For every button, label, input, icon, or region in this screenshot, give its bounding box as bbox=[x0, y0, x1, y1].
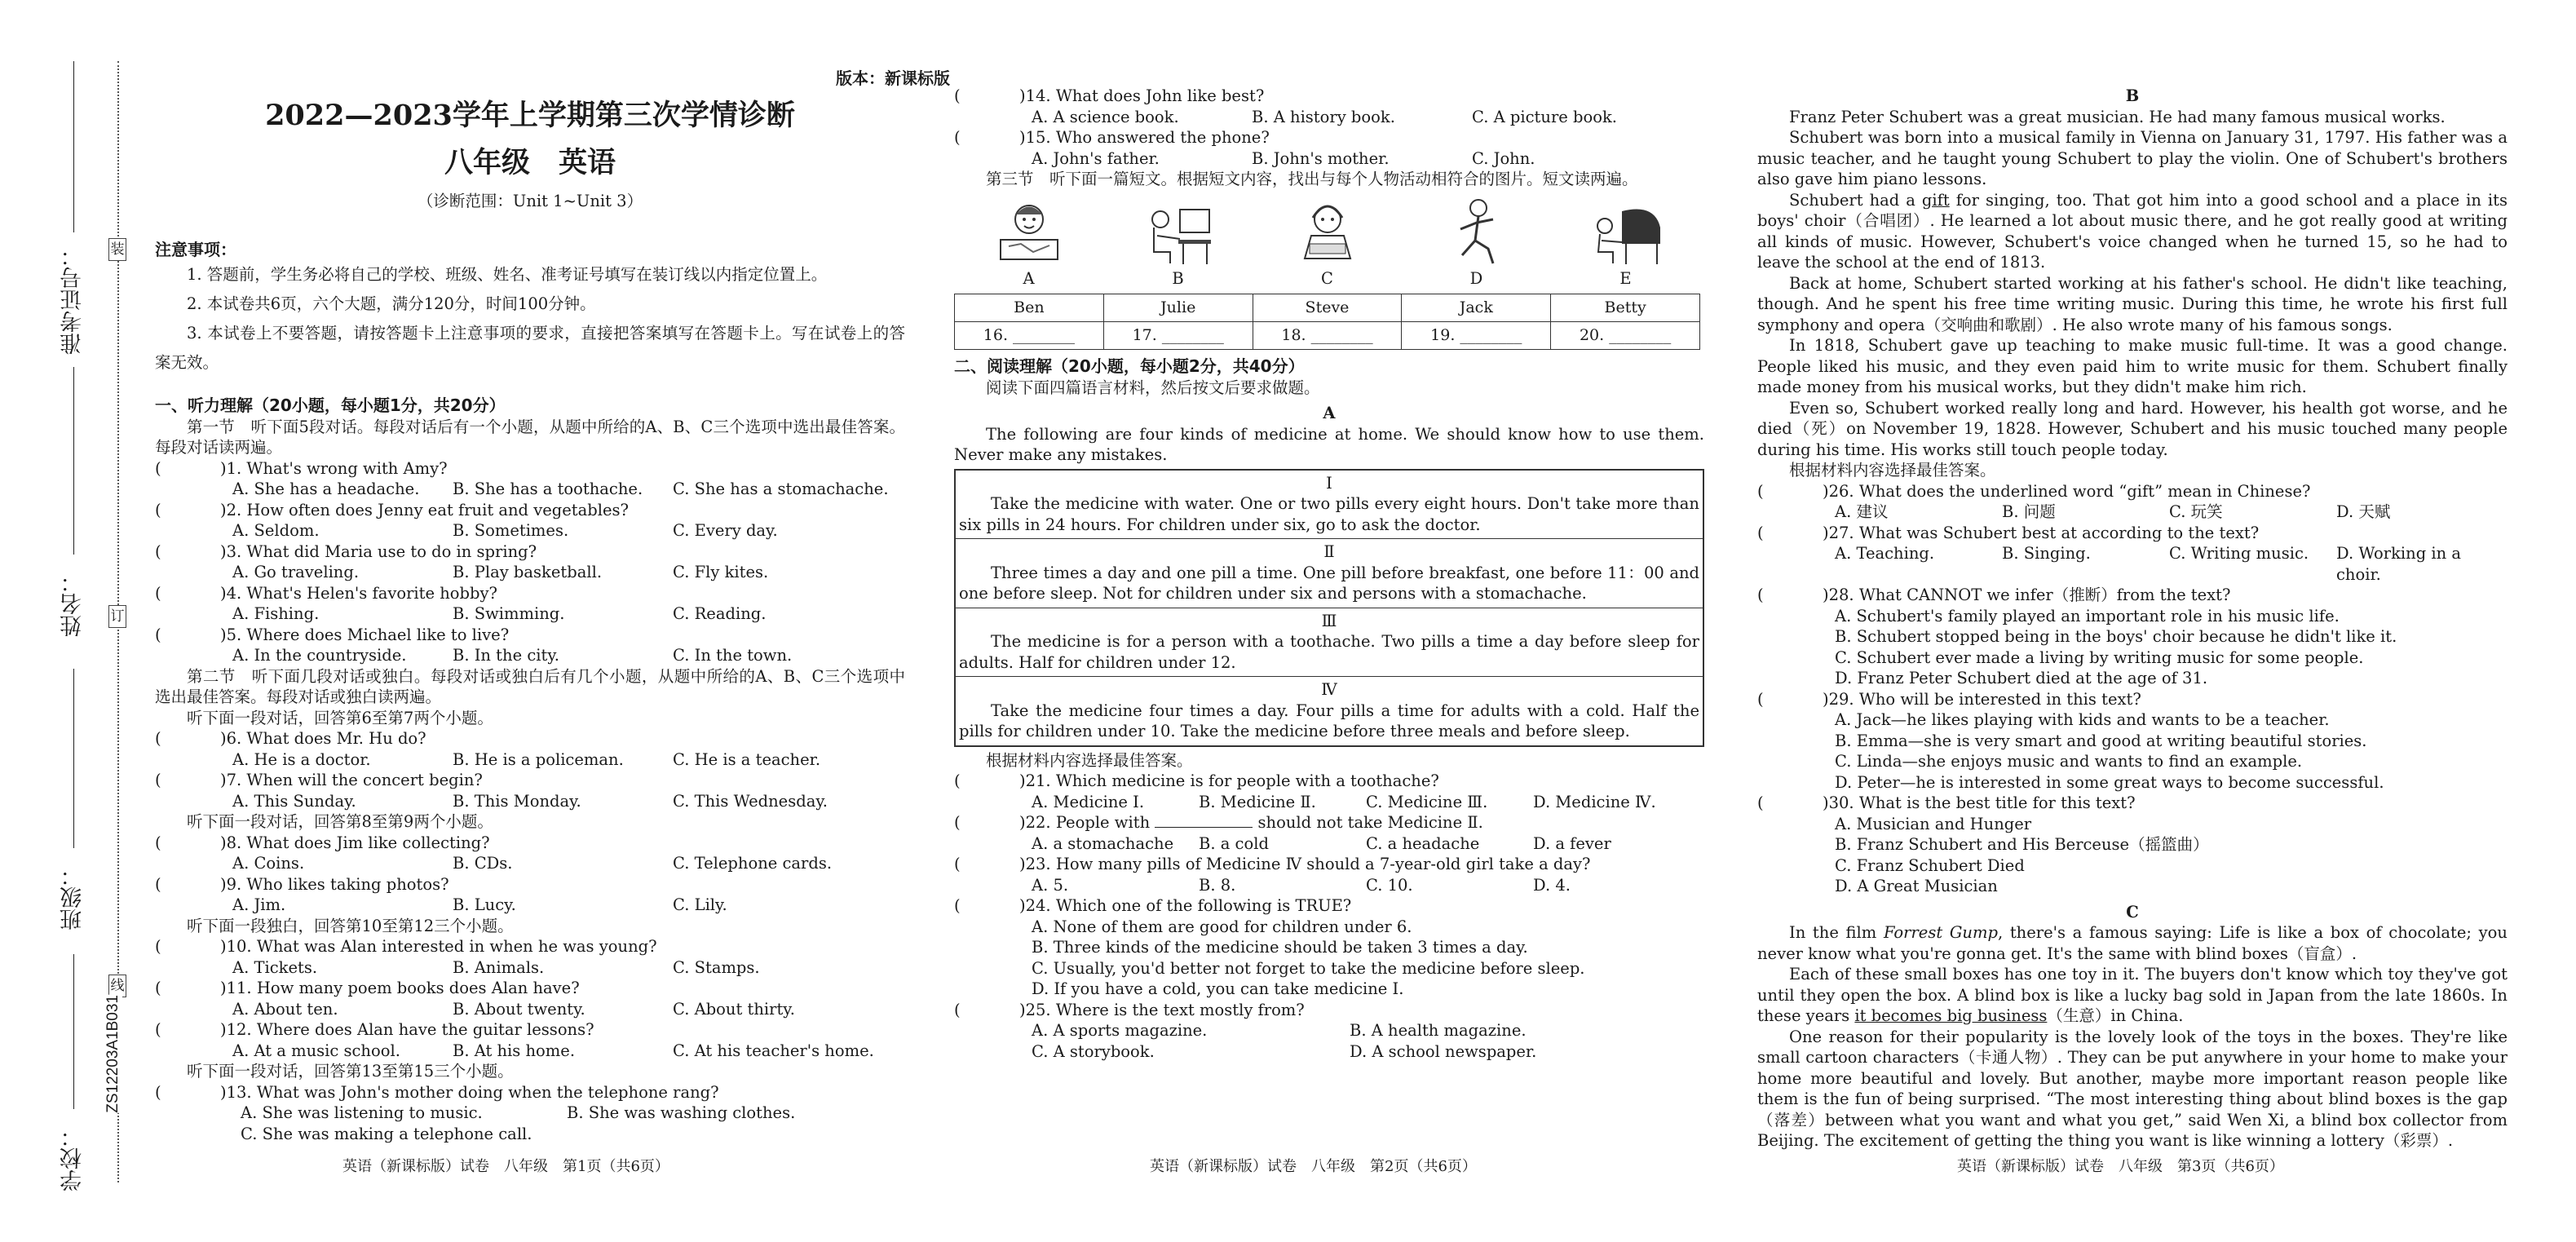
person-name: Steve bbox=[1253, 294, 1402, 322]
question-9: ( )9. Who likes taking photos? A. Jim. B. Lucy. C. Lily. bbox=[155, 874, 905, 916]
picture-d bbox=[1428, 195, 1526, 290]
question-text: )21. Which medicine is for people with a toothache? bbox=[1019, 771, 1439, 790]
option[interactable]: A. Schubert's family played an important role in his music life. bbox=[1835, 606, 2340, 625]
picture-a bbox=[980, 195, 1078, 290]
option[interactable]: D. A school newspaper. bbox=[1350, 1041, 1537, 1061]
name-label: 姓名： bbox=[60, 571, 86, 637]
option[interactable]: B. Play basketball. bbox=[453, 563, 603, 581]
question-6: ( )6. What does Mr. Hu do? A. He is a doctor. B. He is a policeman. C. He is a teacher. bbox=[155, 728, 905, 770]
question-4: ( )4. What's Helen's favorite hobby? A. Fishing. B. Swimming. C. Reading. bbox=[155, 583, 905, 625]
option[interactable]: B. Medicine Ⅱ. bbox=[1199, 792, 1316, 811]
option[interactable]: B. A health magazine. bbox=[1350, 1021, 1527, 1040]
question-text: )10. What was Alan interested in when he was young? bbox=[220, 937, 657, 956]
option[interactable]: A. Coins. bbox=[232, 854, 305, 873]
picture-label: B bbox=[1172, 268, 1184, 288]
question-1: ( )1. What's wrong with Amy? A. She has a headache. B. She has a toothache. C. She has a stomachache. bbox=[155, 458, 905, 500]
picture-c bbox=[1279, 195, 1376, 290]
part1-title: 一、听力理解（20小题，每小题1分，共20分） bbox=[155, 396, 506, 415]
choose-best-a: 根据材料内容选择最佳答案。 bbox=[986, 750, 1193, 770]
question-2: ( )2. How often does Jenny eat fruit and vegetables? A. Seldom. B. Sometimes. C. Every day. bbox=[155, 500, 905, 541]
option[interactable]: C. Fly kites. bbox=[673, 563, 769, 581]
picture-label: D bbox=[1469, 268, 1483, 288]
option[interactable]: A. Go traveling. bbox=[232, 563, 360, 581]
question-5: ( )5. Where does Michael like to live? A. In the countryside. B. In the city. C. In the town. bbox=[155, 625, 905, 666]
question-text: )29. Who will be interested in this text? bbox=[1823, 689, 2141, 709]
option[interactable]: B. Three kinds of the medicine should be taken 3 times a day. bbox=[1032, 938, 1528, 957]
page-1 bbox=[155, 96, 905, 1144]
option[interactable]: B. CDs. bbox=[453, 854, 513, 873]
question-text: )27. What was Schubert best at according to the text? bbox=[1823, 523, 2260, 542]
option[interactable]: B. At his home. bbox=[453, 1041, 576, 1060]
option[interactable]: C. 10. bbox=[1366, 875, 1413, 895]
option[interactable]: D. 天赋 bbox=[2336, 502, 2391, 521]
exam-title: 2022—2023学年上学期第三次学情诊断 bbox=[265, 99, 795, 132]
option[interactable]: B. This Monday. bbox=[453, 791, 581, 811]
question-23: ( )23. How many pills of Medicine Ⅳ should a 7-year-old girl take a day? A. 5. B. 8. C. 10. D. 4. bbox=[954, 854, 1704, 895]
medicine-table bbox=[954, 469, 1704, 747]
medicine-4 bbox=[956, 676, 1703, 745]
question-28: ( )28. What CANNOT we infer（推断）from the text? A. Schubert's family played an important role in his music life. B. Schubert stopped being in the boys' choir because he didn't like it. C. Schubert ever made a living by writing music for some people. D. Franz Peter Schubert died at the age of 31. bbox=[1757, 585, 2508, 689]
running-boy-icon bbox=[1436, 195, 1518, 268]
page1-footer: 英语（新课标版）试卷 八年级 第1页（共6页） bbox=[342, 1158, 669, 1175]
question-text: )1. What's wrong with Amy? bbox=[220, 458, 448, 478]
medicine-number: Ⅱ bbox=[1323, 542, 1335, 561]
exam-scope: （诊断范围：Unit 1~Unit 3） bbox=[417, 192, 643, 210]
question-text: )30. What is the best title for this text? bbox=[1823, 793, 2136, 812]
question-text: )14. What does John like best? bbox=[1019, 86, 1265, 105]
matching-table bbox=[954, 294, 1700, 350]
option[interactable]: C. A storybook. bbox=[1032, 1041, 1155, 1061]
option[interactable]: D. Peter—he is interested in some great ways to become successful. bbox=[1835, 772, 2384, 792]
person-name: Betty bbox=[1551, 294, 1700, 322]
question-15: ( )15. Who answered the phone? A. John's father. B. John's mother. C. John. bbox=[954, 127, 1704, 169]
option[interactable]: C. About thirty. bbox=[673, 999, 795, 1019]
page3-footer: 英语（新课标版）试卷 八年级 第3页（共6页） bbox=[1957, 1158, 2284, 1175]
option[interactable]: C. A picture book. bbox=[1472, 107, 1617, 126]
question-text: )6. What does Mr. Hu do? bbox=[220, 729, 426, 748]
question-24: ( )24. Which one of the following is TRUE? A. None of them are good for children under 6. B. Three kinds of the medicine should be taken 3 times a day. C. Usually, you'd better not forget to take the medicine before sleep. D. If you have a cold, you can take medicine Ⅰ. bbox=[954, 895, 1704, 1000]
person-name: Julie bbox=[1103, 294, 1253, 322]
passage-b-p3: Schubert had a gift for singing, too. That got him into a good school and a place in its boys' choir（合唱团）. He learned a lot about music there, and he got really good at writing all kinds of music. However, Schubert's voice changed when he turned 15, so he had to leave the school at the end of 1813. bbox=[1757, 190, 2508, 272]
picture-e bbox=[1577, 195, 1675, 290]
medicine-2 bbox=[956, 538, 1703, 608]
question-text: )12. Where does Alan have the guitar lessons? bbox=[220, 1020, 594, 1039]
option[interactable]: A. A sports magazine. bbox=[1032, 1021, 1208, 1040]
piano-icon bbox=[1585, 195, 1667, 268]
option[interactable]: B. She has a toothache. bbox=[453, 480, 643, 498]
option[interactable]: B. About twenty. bbox=[453, 999, 585, 1019]
question-text: )8. What does Jim like collecting? bbox=[220, 833, 490, 852]
passage-b-p5: In 1818, Schubert gave up teaching to make music full-time. It was a good change. People liked his music, and they even paid him to write music for them. Schubert finally made money from his musical works, but they didn't make him rich. bbox=[1757, 336, 2508, 396]
medicine-text: Three times a day and one pill a time. One pill before breakfast, one before 11：00 and one before sleep. Not for children under six and persons with a stomachache. bbox=[959, 563, 1699, 603]
option[interactable]: A. Jim. bbox=[232, 895, 286, 914]
option[interactable]: A. None of them are good for children under 6. bbox=[1032, 917, 1412, 936]
picture-label: C bbox=[1321, 268, 1333, 288]
underlined-phrase: it becomes big business bbox=[1854, 1006, 2048, 1025]
section3-instructions: 第三节 听下面一篇短文。根据短文内容，找出与每个人物活动相符合的图片。短文读两遍。 bbox=[986, 170, 1638, 188]
option[interactable]: C. John. bbox=[1472, 148, 1535, 168]
question-10: ( )10. What was Alan interested in when he was young? A. Tickets. B. Animals. C. Stamps. bbox=[155, 936, 905, 978]
listen-6-7: 听下面一段对话，回答第6至第7两个小题。 bbox=[187, 708, 493, 727]
question-3: ( )3. What did Maria use to do in spring? A. Go traveling. B. Play basketball. C. Fly kites. bbox=[155, 541, 905, 583]
listen-10-12: 听下面一段独白，回答第10至第12三个小题。 bbox=[187, 916, 514, 935]
passage-c-label: C bbox=[2126, 902, 2139, 922]
option[interactable]: B. Emma—she is very smart and good at writing beautiful stories. bbox=[1835, 731, 2367, 750]
option[interactable]: C. a headache bbox=[1366, 833, 1480, 853]
option[interactable]: A. John's father. bbox=[1032, 148, 1160, 168]
class-field[interactable] bbox=[73, 669, 74, 848]
page2-footer: 英语（新课标版）试卷 八年级 第2页（共6页） bbox=[1150, 1158, 1477, 1175]
option[interactable]: B. Schubert stopped being in the boys' choir because he didn't like it. bbox=[1835, 627, 2397, 646]
picture-label: E bbox=[1619, 268, 1632, 288]
answer-blank[interactable]: 19. ________ bbox=[1402, 322, 1551, 350]
listen-8-9: 听下面一段对话，回答第8至第9两个小题。 bbox=[187, 812, 493, 831]
option[interactable]: A. In the countryside. bbox=[232, 646, 407, 665]
option[interactable]: C. He is a teacher. bbox=[673, 749, 821, 769]
medicine-text: Take the medicine four times a day. Four pills a time for adults with a cold. Half the pills for children under 10. Take the medicine before three meals and before sleep. bbox=[959, 701, 1699, 740]
option[interactable]: B. A history book. bbox=[1252, 107, 1395, 126]
option[interactable]: A. Medicine Ⅰ. bbox=[1032, 792, 1145, 811]
medicine-1 bbox=[956, 471, 1703, 539]
medicine-3 bbox=[956, 608, 1703, 677]
question-7: ( )7. When will the concert begin? A. This Sunday. B. This Monday. C. This Wednesday. bbox=[155, 770, 905, 811]
question-text: )22. People with bbox=[1019, 813, 1151, 832]
school-field[interactable] bbox=[73, 954, 74, 1109]
option[interactable]: D. A Great Musician bbox=[1835, 877, 1998, 895]
option[interactable]: A. 5. bbox=[1032, 875, 1069, 895]
question-29: ( )29. Who will be interested in this text? A. Jack—he likes playing with kids and wants to be a teacher. B. Emma—she is very smart and good at writing beautiful stories. C. Linda—she enjoys music and wants to find an example. D. Peter—he is interested in some great ways to become successful. bbox=[1757, 689, 2508, 793]
question-text: )24. Which one of the following is TRUE? bbox=[1019, 896, 1352, 915]
question-text: )15. Who answered the phone? bbox=[1019, 128, 1270, 147]
question-13: ( )13. What was John's mother doing when the telephone rang? A. She was listening to music. B. She was washing clothes. C. She was making a telephone call. bbox=[155, 1082, 796, 1143]
medicine-number: Ⅰ bbox=[1326, 473, 1332, 493]
option[interactable]: C. Medicine Ⅲ. bbox=[1366, 792, 1488, 811]
option[interactable]: D. Medicine Ⅳ. bbox=[1533, 792, 1656, 811]
question-12: ( )12. Where does Alan have the guitar lessons? A. At a music school. B. At his home. C. At his teacher's home. bbox=[155, 1019, 905, 1061]
option[interactable]: C. 玩笑 bbox=[2169, 502, 2223, 521]
option[interactable]: C. Reading. bbox=[673, 604, 767, 623]
option[interactable]: B. 8. bbox=[1199, 875, 1236, 895]
option[interactable]: C. At his teacher's home. bbox=[673, 1041, 874, 1060]
answer-blank[interactable]: 20. ________ bbox=[1551, 322, 1700, 350]
notes-title: 注意事项： bbox=[155, 239, 236, 259]
question-8: ( )8. What does Jim like collecting? A. Coins. B. CDs. C. Telephone cards. bbox=[155, 833, 905, 874]
picture-row bbox=[954, 195, 1700, 290]
exam-no-field[interactable] bbox=[73, 61, 74, 232]
option[interactable]: B. Sometimes. bbox=[453, 521, 569, 540]
option[interactable]: B. 问题 bbox=[2002, 502, 2056, 521]
person-name: Jack bbox=[1402, 294, 1551, 322]
note-3: 3. 本试卷上不要答题，请按答题卡上注意事项的要求，直接把答案填写在答题卡上。写在试卷上的答案无效。 bbox=[155, 324, 905, 372]
choose-best-b: 根据材料内容选择最佳答案。 bbox=[1789, 461, 1996, 480]
question-25: ( )25. Where is the text mostly from? A. A sports magazine. B. A health magazine. C. A storybook. D. A school newspaper. bbox=[954, 1000, 1537, 1061]
option[interactable]: A. He is a doctor. bbox=[232, 749, 371, 769]
version-label: 版本：新课标版 bbox=[836, 69, 950, 88]
medicine-number: Ⅲ bbox=[1321, 611, 1337, 630]
option[interactable]: A. Jack—he likes playing with kids and wants to be a teacher. bbox=[1835, 710, 2330, 729]
passage-b-p2: Schubert was born into a musical family in Vienna on January 31, 1797. His father was a music teacher, and he taught young Schubert to play the violin. One of Schubert's brothers also gave him piano lessons. bbox=[1757, 128, 2508, 188]
option[interactable]: B. He is a policeman. bbox=[453, 749, 624, 769]
part2-intro: 阅读下面四篇语言材料，然后按文后要求做题。 bbox=[986, 378, 1320, 397]
answer-blank[interactable]: 18. ________ bbox=[1253, 322, 1402, 350]
girl-writing-icon bbox=[1287, 195, 1368, 268]
option[interactable]: C. Lily. bbox=[673, 895, 727, 914]
option[interactable]: A. At a music school. bbox=[232, 1041, 400, 1060]
part2-title: 二、阅读理解（20小题，每小题2分，共40分） bbox=[954, 356, 1305, 376]
option[interactable]: B. a cold bbox=[1199, 833, 1269, 853]
question-text: )4. What's Helen's favorite hobby? bbox=[220, 583, 497, 603]
section2-instructions: 第二节 听下面几段对话或独白。每段对话或独白后有几个小题，从题中所给的A、B、C三个选项中选出最佳答案。每段对话或独白读两遍。 bbox=[155, 666, 905, 706]
passage-b-p1: Franz Peter Schubert was a great musician. He had many famous musical works. bbox=[1789, 107, 2446, 126]
question-text: )28. What CANNOT we infer（推断）from the text? bbox=[1823, 586, 2231, 604]
page-2 bbox=[954, 86, 1704, 1062]
option[interactable]: A. Teaching. bbox=[1835, 544, 1935, 563]
option[interactable]: B. She was washing clothes. bbox=[567, 1103, 796, 1122]
passage-a-intro: The following are four kinds of medicine at home. We should know how to use them. Never make any mistakes. bbox=[954, 424, 1704, 464]
seal-char-1: 装 bbox=[108, 238, 126, 261]
question-text: )25. Where is the text mostly from? bbox=[1019, 1000, 1305, 1019]
option[interactable]: D. Working in a choir. bbox=[2336, 544, 2462, 584]
option[interactable]: B. Animals. bbox=[453, 957, 545, 977]
option[interactable]: A. a stomachache bbox=[1032, 833, 1174, 853]
option[interactable]: C. Franz Schubert Died bbox=[1835, 855, 2025, 875]
question-text: )23. How many pills of Medicine Ⅳ should a 7-year-old girl take a day? bbox=[1019, 855, 1591, 873]
option[interactable]: C. She was making a telephone call. bbox=[241, 1124, 532, 1143]
class-label: 班级： bbox=[60, 864, 86, 930]
computer-icon bbox=[1138, 195, 1219, 268]
answer-blank[interactable]: 17. ________ bbox=[1103, 322, 1253, 350]
question-27: ( )27. What was Schubert best at according to the text? A. Teaching. B. Singing. C. Writing music. D. Working in a choir. bbox=[1757, 523, 2508, 586]
question-text: )7. When will the concert begin? bbox=[220, 771, 483, 789]
person-name: Ben bbox=[955, 294, 1104, 322]
option[interactable]: B. Singing. bbox=[2002, 544, 2091, 563]
seal-char-3: 线 bbox=[108, 975, 126, 997]
option[interactable]: C. Linda—she enjoys music and wants to find an example. bbox=[1835, 752, 2303, 771]
drawing-boy-icon bbox=[988, 195, 1070, 268]
note-1: 1. 答题前，学生务必将自己的学校、班级、姓名、准考证号填写在装订线以内指定位置上。 bbox=[187, 265, 828, 284]
option[interactable]: A. 建议 bbox=[1835, 502, 1889, 521]
passage-c-p2: Each of these small boxes has one toy in it. The buyers don't know which toy they've got until they open the box. A blind box is like a lucky bag sold in Japan from the late 1860s. In these years it becomes big business（生意）in China. bbox=[1757, 965, 2508, 1025]
option[interactable]: A. About ten. bbox=[232, 999, 338, 1019]
option[interactable]: C. Telephone cards. bbox=[673, 854, 833, 873]
question-21: ( )21. Which medicine is for people with a toothache? A. Medicine Ⅰ. B. Medicine Ⅱ. C. Medicine Ⅲ. D. Medicine Ⅳ. bbox=[954, 771, 1704, 812]
question-text: )9. Who likes taking photos? bbox=[220, 874, 449, 894]
medicine-number: Ⅳ bbox=[1321, 680, 1337, 699]
option[interactable]: A. Tickets. bbox=[232, 957, 318, 977]
question-text: )13. What was John's mother doing when the telephone rang? bbox=[220, 1082, 719, 1102]
option[interactable]: D. Franz Peter Schubert died at the age of 31. bbox=[1835, 669, 2208, 687]
passage-c-p3: One reason for their popularity is the lovely look of the toys in the boxes. They're like small cartoon characters（卡通人物）. They can be put anywhere in your home to make your home more beautiful and lovely. But another, maybe more important reason people like them is the fun of being surprised. “The most interesting thing about blind boxes is the gap（落差）between what you want and what you get,” said Wen Xi, a blind box collector from Beijing. The excitement of getting the thing you want is like winning a lottery（彩票）. bbox=[1757, 1027, 2508, 1150]
question-text: )3. What did Maria use to do in spring? bbox=[220, 541, 537, 561]
question-30: ( )30. What is the best title for this text? A. Musician and Hunger B. Franz Schubert and His Berceuse（摇篮曲） C. Franz Schubert Died D. A Great Musician bbox=[1757, 793, 2508, 897]
paper-code: ZS12203A1B031 bbox=[104, 995, 122, 1113]
passage-c-p1: In the film Forrest Gump, there's a famous saying: Life is like a box of chocolate; you never know what you're gonna get. It's the same with blind boxes（盲盒）. bbox=[1757, 923, 2508, 963]
binding-margin bbox=[0, 0, 135, 1242]
option[interactable]: A. This Sunday. bbox=[232, 791, 356, 811]
option[interactable]: B. In the city. bbox=[453, 646, 559, 665]
option[interactable]: A. Musician and Hunger bbox=[1835, 814, 2032, 833]
question-text: )11. How many poem books does Alan have? bbox=[220, 979, 580, 997]
passage-a-label: A bbox=[1323, 404, 1336, 422]
underlined-word: gift bbox=[1921, 190, 1950, 210]
name-field[interactable] bbox=[73, 367, 74, 555]
medicine-text: The medicine is for a person with a toothache. Two pills a time a day before sleep for adults. Half for children under 12. bbox=[959, 632, 1699, 672]
option[interactable]: D. 4. bbox=[1533, 875, 1571, 895]
listen-13-15: 听下面一段对话，回答第13至第15三个小题。 bbox=[187, 1062, 514, 1081]
option[interactable]: A. Seldom. bbox=[232, 521, 320, 540]
page-3 bbox=[1757, 86, 2508, 1151]
seal-char-2: 订 bbox=[108, 605, 126, 628]
option[interactable]: C. Writing music. bbox=[2169, 544, 2309, 563]
passage-b-p6: Even so, Schubert worked really long and hard. However, his health got worse, and he died（死）on November 19, 1828. However, Schubert and his music touched many people during his time. His works still touch people today. bbox=[1757, 398, 2508, 459]
option[interactable]: B. John's mother. bbox=[1252, 148, 1390, 168]
question-text: should not take Medicine Ⅱ. bbox=[1257, 813, 1483, 832]
picture-b bbox=[1129, 195, 1227, 290]
question-text: )26. What does the underlined word “gift” mean in Chinese? bbox=[1823, 481, 2311, 501]
option[interactable]: C. Schubert ever made a living by writing music for some people. bbox=[1835, 648, 2364, 667]
option[interactable]: A. A science book. bbox=[1032, 107, 1179, 126]
option[interactable]: B. Franz Schubert and His Berceuse（摇篮曲） bbox=[1835, 835, 2209, 854]
option[interactable]: B. Swimming. bbox=[453, 604, 565, 623]
option[interactable]: D. a fever bbox=[1533, 833, 1611, 853]
medicine-text: Take the medicine with water. One or two pills every eight hours. Don't take more than six pills in 24 hours. For children under six, go to ask the doctor. bbox=[959, 494, 1699, 534]
exam-no-label: 准考证号： bbox=[60, 245, 86, 355]
question-text: )5. Where does Michael like to live? bbox=[220, 625, 510, 644]
passage-b-p4: Back at home, Schubert started working at his father's school. He didn't like teaching, though. And he spent his free time writing music. During this time, he wrote his first full symphony and opera（交响曲和歌剧）. He also wrote many of his famous songs. bbox=[1757, 273, 2508, 334]
fill-blank[interactable] bbox=[1155, 827, 1253, 828]
section1-instructions: 第一节 听下面5段对话。每段对话后有一个小题，从题中所给的A、B、C三个选项中选出最佳答案。每段对话读两遍。 bbox=[155, 417, 905, 457]
option[interactable]: C. In the town. bbox=[673, 646, 793, 665]
question-14: ( )14. What does John like best? A. A science book. B. A history book. C. A picture book. bbox=[954, 86, 1704, 127]
picture-label: A bbox=[1023, 268, 1035, 288]
option[interactable]: A. She has a headache. bbox=[232, 480, 420, 498]
passage-b-label: B bbox=[2125, 86, 2140, 105]
question-22: ( )22. People with should not take Medicine Ⅱ. A. a stomachache B. a cold C. a headache D. a fever bbox=[954, 812, 1704, 854]
option[interactable]: C. Every day. bbox=[673, 521, 778, 540]
answer-blank[interactable]: 16. ________ bbox=[955, 322, 1104, 350]
option[interactable]: A. Fishing. bbox=[232, 604, 320, 623]
school-label: 学校： bbox=[60, 1125, 86, 1191]
exam-subtitle: 八年级 英语 bbox=[444, 146, 616, 179]
option[interactable]: C. This Wednesday. bbox=[673, 791, 828, 811]
question-text: )2. How often does Jenny eat fruit and vegetables? bbox=[220, 500, 629, 519]
question-11: ( )11. How many poem books does Alan have? A. About ten. B. About twenty. C. About thirty. bbox=[155, 978, 905, 1019]
option[interactable]: C. Usually, you'd better not forget to take the medicine before sleep. bbox=[1032, 958, 1585, 978]
option[interactable]: D. If you have a cold, you can take medicine Ⅰ. bbox=[1032, 979, 1404, 998]
option[interactable]: C. She has a stomachache. bbox=[673, 480, 889, 498]
option[interactable]: C. Stamps. bbox=[673, 957, 760, 977]
note-2: 2. 本试卷共6页，六个大题，满分120分，时间100分钟。 bbox=[187, 294, 596, 313]
question-26: ( )26. What does the underlined word “gift” mean in Chinese? A. 建议 B. 问题 C. 玩笑 D. 天赋 bbox=[1757, 481, 2508, 523]
option[interactable]: B. Lucy. bbox=[453, 895, 516, 914]
option[interactable]: A. She was listening to music. bbox=[241, 1103, 483, 1122]
